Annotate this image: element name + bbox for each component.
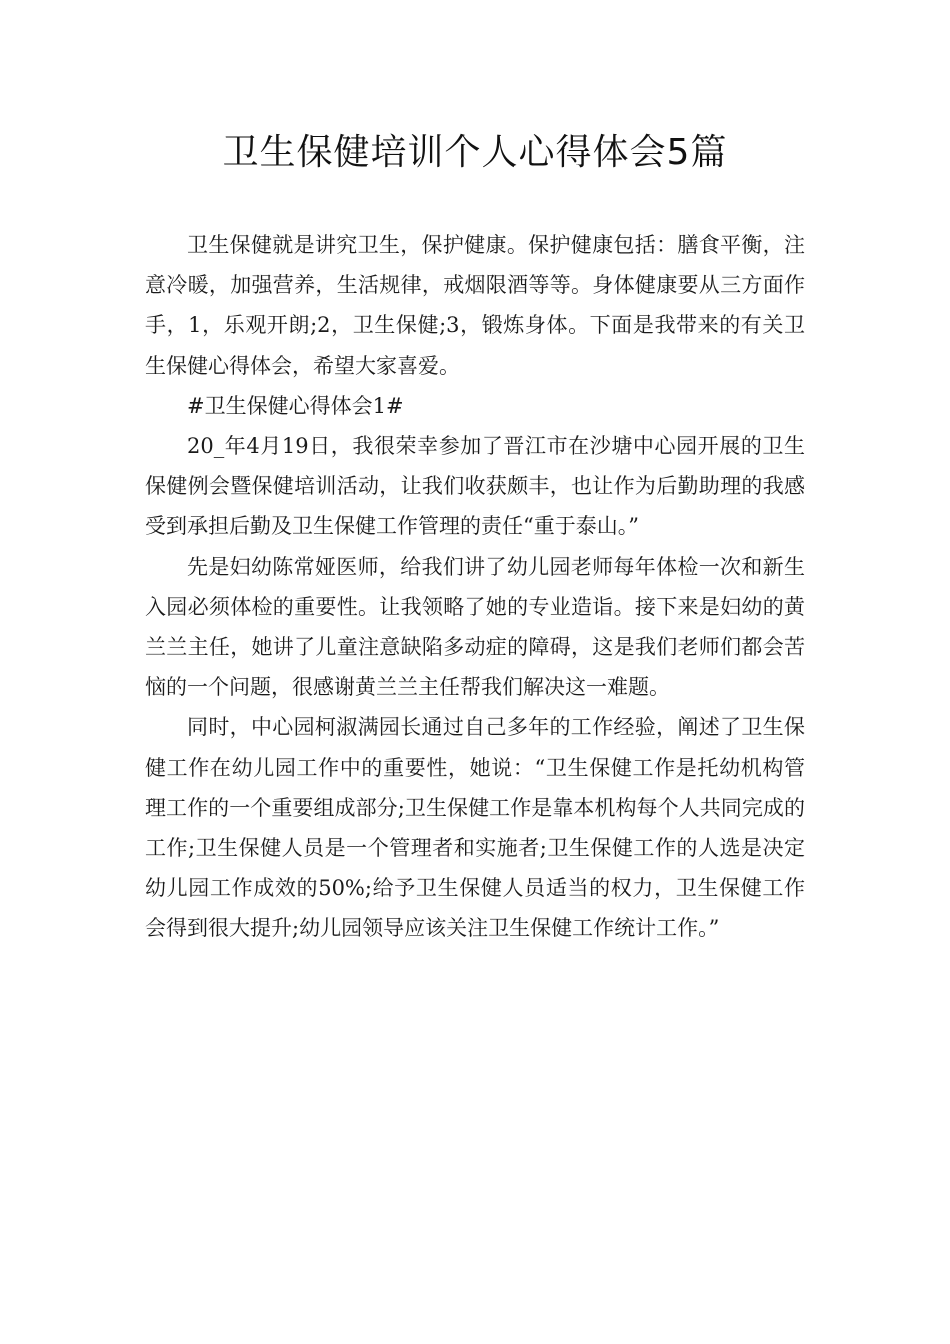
paragraph: 先是妇幼陈常娅医师，给我们讲了幼儿园老师每年体检一次和新生入园必须体检的重要性。让我领略了她的专业造诣。接下来是妇幼的黄兰兰主任，她讲了儿童注意缺陷多动症的障碍，这是我们老师们都会苦恼的一个问题，很感谢黄兰兰主任帮我们解决这一难题。 xyxy=(145,554,805,700)
document-body xyxy=(145,225,805,949)
paragraph: 20_年4月19日，我很荣幸参加了晋江市在沙塘中心园开展的卫生保健例会暨保健培训活动，让我们收获颇丰，也让作为后勤助理的我感受到承担后勤及卫生保健工作管理的责任“重于泰山。” xyxy=(145,434,805,539)
paragraph: 同时，中心园柯淑满园长通过自己多年的工作经验，阐述了卫生保健工作在幼儿园工作中的重要性，她说：“卫生保健工作是托幼机构管理工作的一个重要组成部分;卫生保健工作是靠本机构每个人共同完成的工作;卫生保健人员是一个管理者和实施者;卫生保健工作的人选是决定幼儿园工作成效的50%;给予卫生保健人员适当的权力，卫生保健工作会得到很大提升;幼儿园领导应该关注卫生保健工作统计工作。” xyxy=(145,715,805,941)
section-heading: #卫生保健心得体会1# xyxy=(187,393,404,418)
paragraph-intro: 卫生保健就是讲究卫生，保护健康。保护健康包括：膳食平衡，注意冷暖，加强营养，生活规律，戒烟限酒等等。身体健康要从三方面作手，1，乐观开朗;2，卫生保健;3，锻炼身体。下面是我带来的有关卫生保健心得体会，希望大家喜爱。 xyxy=(145,233,805,378)
document-title: 卫生保健培训个人心得体会5篇 xyxy=(222,132,728,173)
